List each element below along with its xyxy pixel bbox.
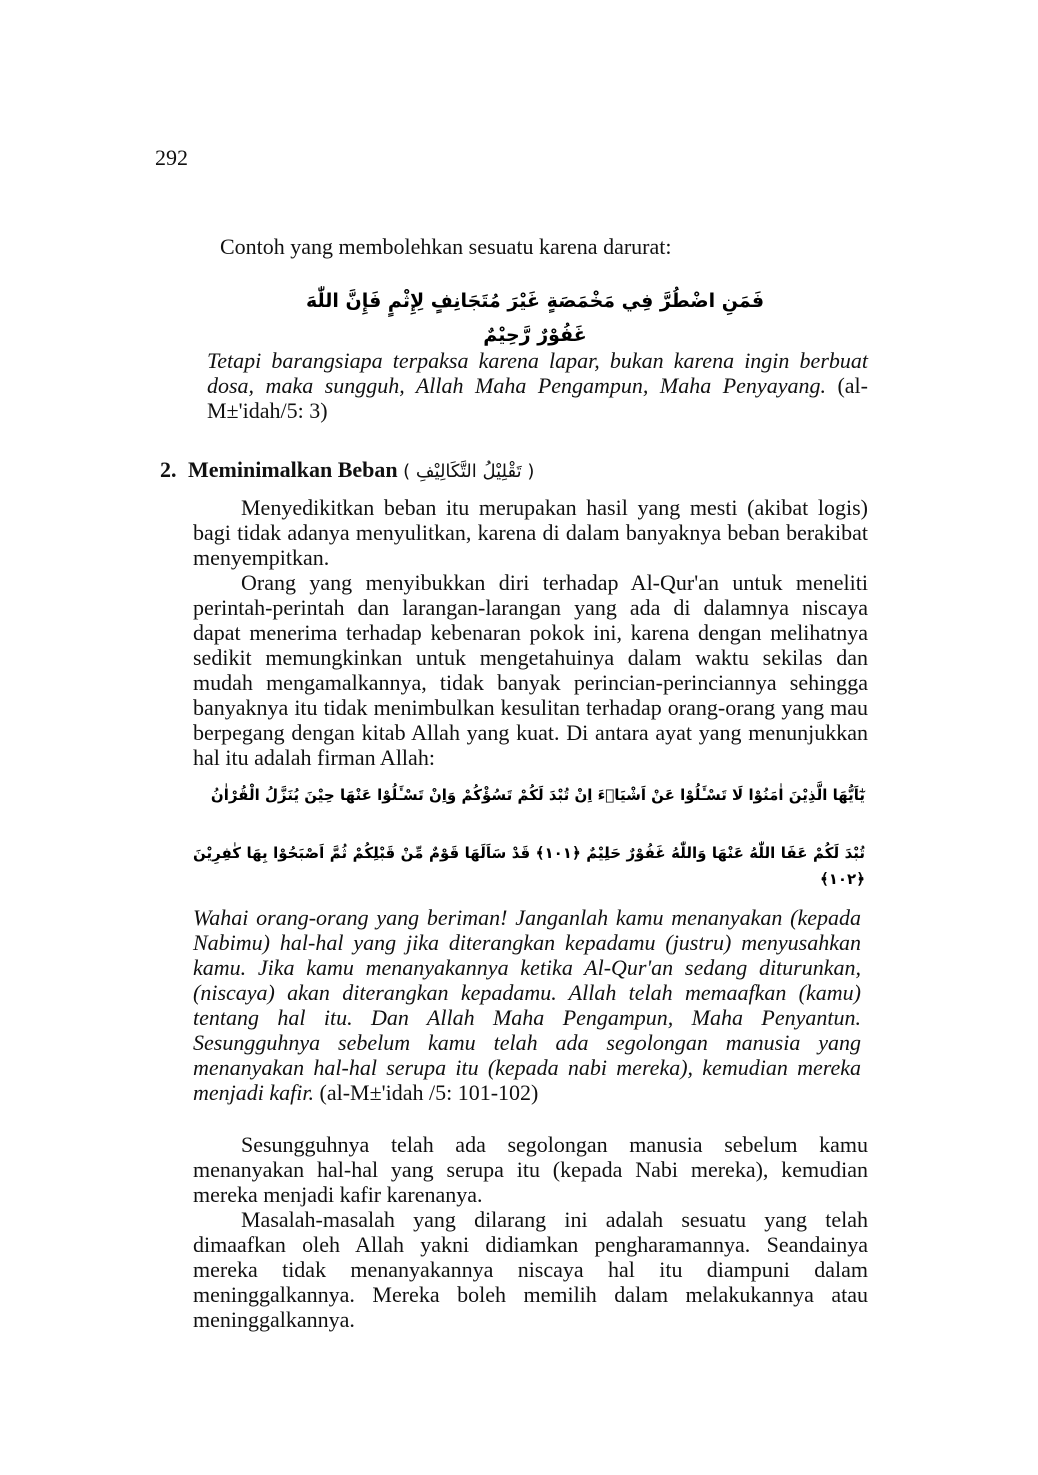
page-number: 292	[155, 145, 188, 170]
verse-arabic-2-line-2: تُبْدَ لَكُمْ عَفَا اللّٰهُ عَنْهَا وَاللّٰهُ غَفُوْرٌ حَلِيْمٌ ﴿١٠١﴾ قَدْ سَاَلَهَا قَوْمٌ مِّنْ قَبْلِكُمْ ثُمَّ اَصْبَحُوْا بِهَا كٰفِرِيْنَ ﴿١٠٢﴾	[193, 844, 865, 888]
section-number: 2.	[160, 457, 177, 482]
verse-arabic-1: فَمَنِ اضْطُرَّ فِي مَخْمَصَةٍ غَيْرَ مُتَجَانِفٍ لِإِثْمٍ فَإِنَّ اللّٰهَ غَفُوْرٌ رَّحِيْمٌ	[305, 290, 765, 346]
paragraph: Menyedikitkan beban itu merupakan hasil yang mesti (akibat logis) bagi tidak adanya menyulitkan, karena di dalam banyaknya beban berakibat menyempitkan.	[193, 495, 868, 570]
section-heading	[160, 457, 760, 484]
translation-text: Wahai orang-orang yang beriman! Janganlah kamu menanyakan (kepada Nabimu) hal-hal yang jika diterangkan kepadamu (justru) menyusahkan kamu. Jika kamu menanyakannya ketika Al-Qur'an sedang diturunkan, (niscaya) akan diterangkan kepadamu. Allah telah memaafkan (kamu) tentang hal itu. Dan Allah Maha Pengampun, Maha Penyantun. Sesungguhnya sebelum kamu telah ada segolongan manusia yang menanyakan hal-hal serupa itu (kepada nabi mereka), kemudian mereka menjadi kafir.	[193, 905, 861, 1105]
intro-text: Contoh yang membolehkan sesuatu karena darurat:	[220, 234, 672, 259]
verse-arabic-2-line-1: يٰٓاَيُّهَا الَّذِيْنَ اٰمَنُوْا لَا تَسْـَٔلُوْا عَنْ اَشْيَاۤءَ اِنْ تُبْدَ لَكُمْ تَسُؤْكُمْ وَاِنْ تَسْـَٔلُوْا عَنْهَا حِيْنَ يُنَزَّلُ الْقُرْاٰنُ	[210, 786, 865, 804]
translation-text: Tetapi barangsiapa terpaksa karena lapar, bukan karena ingin berbuat dosa, maka sungguh, Allah Maha Pengampun, Maha Penyayang.	[207, 348, 868, 398]
verse-reference: (al-M±'idah /5: 101-102)	[314, 1080, 539, 1105]
paragraph: Orang yang menyibukkan diri terhadap Al-Qur'an untuk meneliti perintah-perintah dan larangan-larangan yang ada di dalamnya niscaya dapat menerima terhadap kebenaran pokok ini, karena dengan melihatnya sedikit memungkinkan untuk mengetahuinya dalam waktu sekilas dan mudah mengamalkannya, tidak banyak perincian-perinciannya sehingga banyaknya itu tidak menimbulkan kesulitan terhadap orang-orang yang mau berpegang dengan kitab Allah yang kuat. Di antara ayat yang menunjukkan hal itu adalah firman Allah:	[193, 570, 868, 770]
body-block-b	[193, 1132, 868, 1332]
section-title: Meminimalkan Beban	[188, 457, 398, 482]
paragraph: Sesungguhnya telah ada segolongan manusia sebelum kamu menanyakan hal-hal yang serupa itu (kepada Nabi mereka), kemudian mereka menjadi kafir karenanya.	[193, 1132, 868, 1207]
verse-translation-2	[193, 905, 861, 1105]
body-block-a	[193, 495, 868, 770]
paragraph: Masalah-masalah yang dilarang ini adalah sesuatu yang telah dimaafkan oleh Allah yakni didiamkan pengharamannya. Seandainya mereka tidak menanyakannya niscaya hal itu diampuni dalam meninggalkannya. Mereka boleh memilih dalam melakukannya atau meninggalkannya.	[193, 1207, 868, 1332]
section-arabic: ( تَقْلِيْلُ التَّكَالِيْفِ )	[403, 461, 535, 482]
verse-translation-1	[207, 348, 868, 423]
verse-reference: (al-M±'idah/5: 3)	[207, 373, 868, 423]
